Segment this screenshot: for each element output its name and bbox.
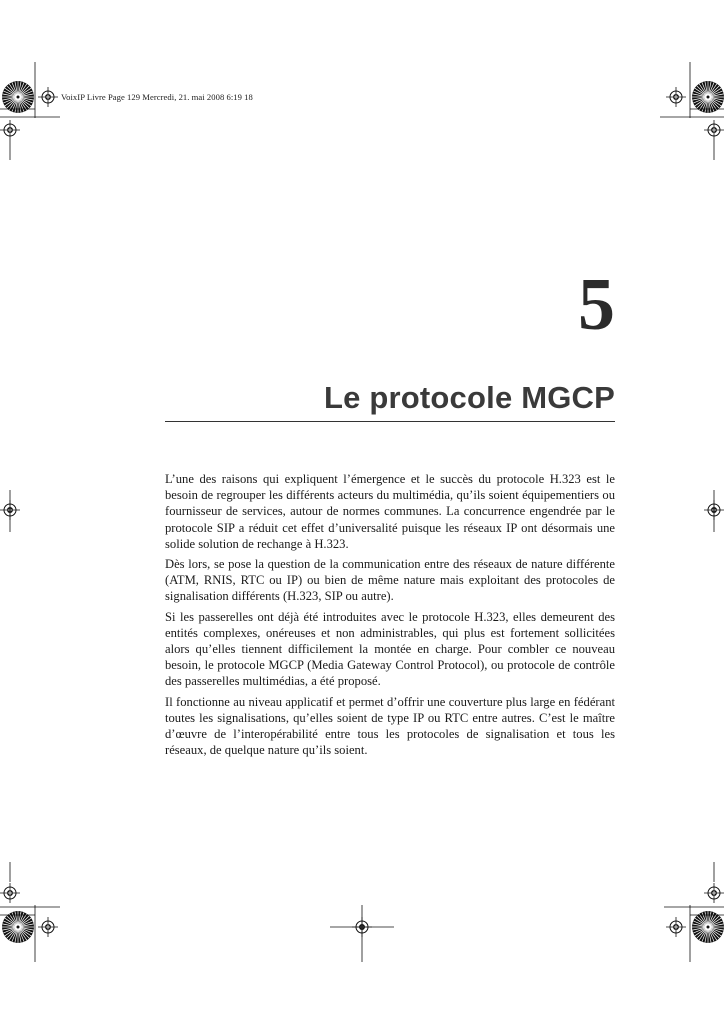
registration-star-bottom-left bbox=[2, 911, 34, 943]
chapter-title: Le protocole MGCP bbox=[323, 380, 615, 415]
paragraph-3: Si les passerelles ont déjà été introduites avec le protocole H.323, elles demeurent des entités complexes, onéreuses et non administrables, qui plus est fortement sollicitées alors qu’elles tiennent difficilement la montée en charge. Pour combler ce nouveau besoin, le protocole MGCP (Media Gateway Control Protocol), ou protocole de contrôle des passerelles multimédias, a été proposé. bbox=[165, 609, 615, 689]
registration-star-top-right bbox=[692, 81, 724, 113]
paragraph-4: Il fonctionne au niveau applicatif et permet d’offrir une couverture plus large en fédérant toutes les signalisations, qu’elles soient de type IP ou RTC entre autres. C’est le maître d’œuvre de l’interopérabilité entre tous les protocoles de signalisation et tous les réseaux, de quelque nature qu’ils soient. bbox=[165, 694, 615, 758]
paragraph-1: L’une des raisons qui expliquent l’émergence et le succès du protocole H.323 est le besoin de regrouper les différents acteurs du multimédia, qu’ils soient équipementiers ou fournisseur de services, autour de normes communes. La concurrence engendrée par le protocole SIP a réduit cet effet d’universalité puisque les réseaux IP ont désormais une solide solution de rechange à H.323. bbox=[165, 472, 615, 551]
print-slug-line: VoixIP Livre Page 129 Mercredi, 21. mai 2008 6:19 18 bbox=[61, 92, 253, 102]
registration-star-top-left bbox=[2, 81, 34, 113]
paragraph-2: Dès lors, se pose la question de la communication entre des réseaux de nature différente (ATM, RNIS, RTC ou IP) ou bien de même nature mais exploitant des protocoles de signalisation différents (H.323, SIP ou autre). bbox=[165, 557, 615, 604]
registration-star-bottom-right bbox=[692, 911, 724, 943]
title-divider bbox=[165, 421, 615, 422]
chapter-number: 5 bbox=[578, 264, 615, 346]
chapter-body bbox=[165, 471, 615, 762]
